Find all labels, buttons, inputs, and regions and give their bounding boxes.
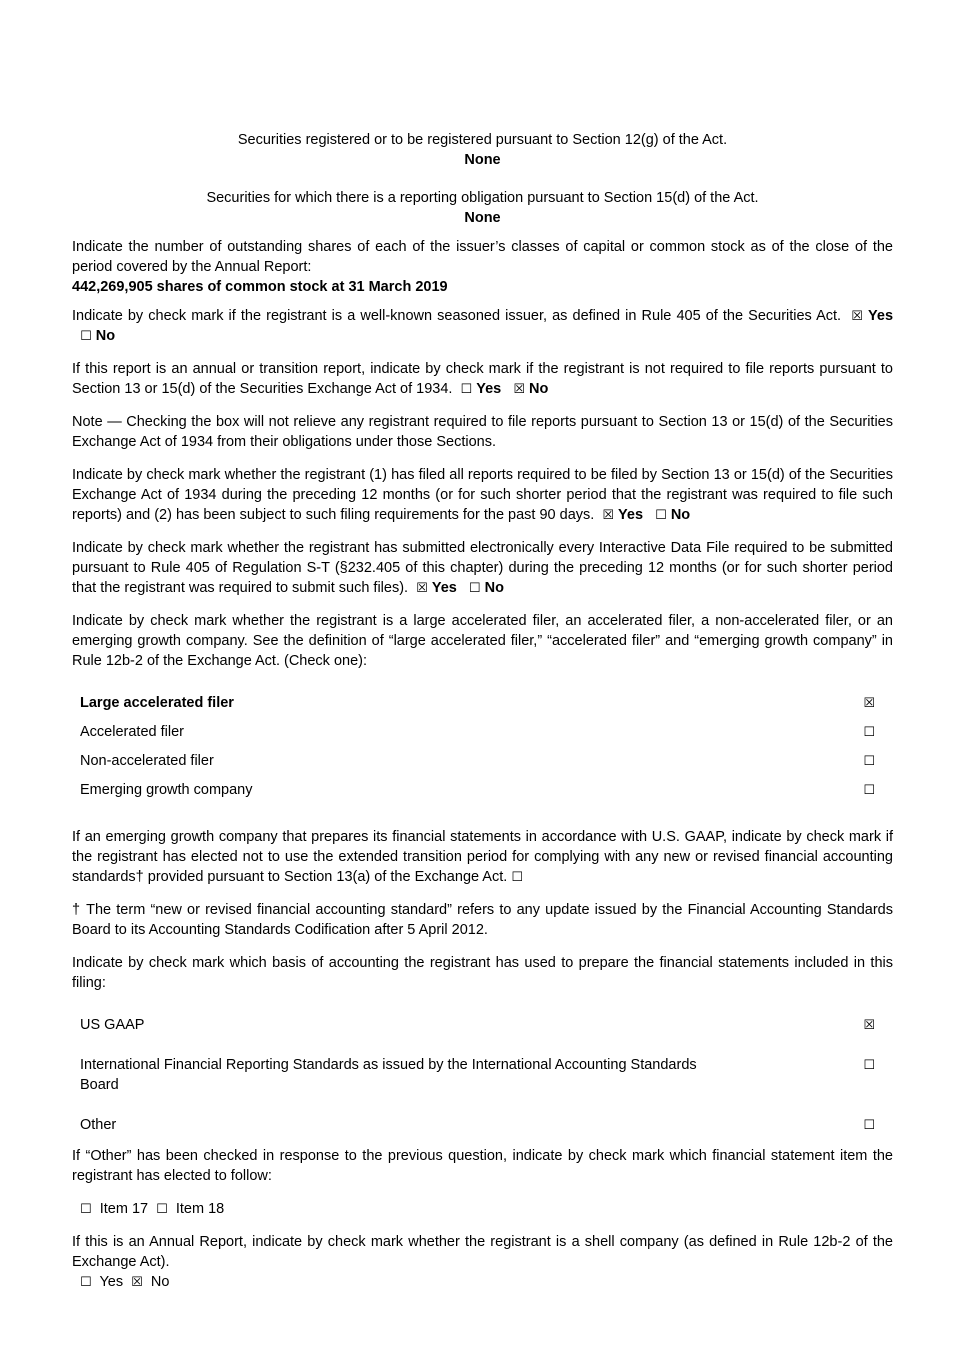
filed-reports-yes[interactable]	[598, 507, 643, 523]
filed-reports-no-label: No	[670, 507, 691, 523]
checkbox-checked-icon[interactable]: ☒	[602, 508, 615, 523]
basis-option-label: Other	[80, 1117, 117, 1133]
outstanding-shares-intro: Indicate the number of outstanding shares of each of the issuer’s classes of capital or common stock as of the close of the period covered by the Annual Report:	[72, 239, 893, 275]
seasoned-issuer-no-label: No	[95, 328, 116, 344]
seasoned-issuer-yes[interactable]	[846, 308, 893, 324]
question-seasoned-issuer	[72, 306, 893, 346]
checkbox-empty-icon[interactable]: ☐	[655, 508, 667, 523]
checkbox-empty-icon[interactable]: ☐	[511, 870, 523, 885]
checkbox-empty-icon[interactable]: ☐	[863, 1058, 875, 1073]
not-required-no-label: No	[529, 381, 549, 397]
question-not-required-to-file	[72, 359, 893, 399]
spacer	[72, 297, 893, 306]
checkbox-empty-icon[interactable]: ☐	[80, 329, 92, 344]
checkbox-checked-icon[interactable]: ☒	[863, 1018, 875, 1033]
basis-option-ifrs[interactable]	[72, 1055, 893, 1095]
checkbox-empty-icon[interactable]: ☐	[863, 725, 875, 740]
seasoned-issuer-no[interactable]	[72, 328, 115, 344]
not-required-yes-label: Yes	[476, 381, 502, 397]
checkbox-empty-icon[interactable]: ☐	[863, 754, 875, 769]
checkbox-checked-icon[interactable]: ☒	[863, 696, 875, 711]
checkbox-empty-icon[interactable]: ☐	[863, 1118, 875, 1133]
checkbox-empty-icon[interactable]: ☐	[460, 382, 473, 397]
not-required-no[interactable]	[505, 381, 548, 397]
spacer	[72, 228, 893, 237]
shell-company-choices	[72, 1272, 893, 1292]
question-other-item: If “Other” has been checked in response to the previous question, indicate by check mark which financial statement item the registrant has elected to follow:	[72, 1148, 893, 1184]
checkbox-empty-icon[interactable]: ☐	[468, 581, 481, 596]
filer-option-label: Emerging growth company	[80, 782, 253, 798]
filed-reports-no[interactable]	[647, 507, 690, 523]
checkbox-checked-icon[interactable]: ☒	[131, 1275, 143, 1290]
basis-option-other[interactable]	[72, 1115, 893, 1135]
interactive-data-no-label: No	[484, 580, 504, 596]
interactive-data-no[interactable]	[461, 580, 504, 596]
checkbox-empty-icon[interactable]: ☐	[80, 1202, 92, 1217]
not-required-yes[interactable]	[457, 381, 502, 397]
outstanding-shares-value: 442,269,905 shares of common stock at 31 March 2019	[72, 279, 448, 295]
basis-option-label: International Financial Reporting Standards as issued by the International Accounting Standards Board	[80, 1057, 697, 1093]
spacer	[72, 1006, 893, 1015]
spacer	[72, 170, 893, 188]
basis-option-label: US GAAP	[80, 1017, 145, 1033]
seasoned-issuer-yes-label: Yes	[868, 308, 894, 324]
filer-option-accelerated[interactable]	[72, 722, 893, 742]
securities-15d-line: Securities for which there is a reporting obligation pursuant to Section 15(d) of the Act.	[206, 190, 759, 206]
filer-option-label: Large accelerated filer	[80, 695, 234, 711]
question-interactive-data	[72, 538, 893, 598]
note-paragraph: Note — Checking the box will not relieve any registrant required to file reports pursuant to Section 13 or 15(d) of the Securities Exchange Act of 1934 from their obligations under those Sections.	[72, 414, 893, 450]
checkbox-checked-icon[interactable]: ☒	[416, 581, 428, 596]
securities-15d-value: None	[464, 210, 501, 226]
filer-option-non-accelerated[interactable]	[72, 751, 893, 771]
basis-option-us-gaap[interactable]	[72, 1015, 893, 1035]
basis-of-accounting-intro: Indicate by check mark which basis of accounting the registrant has used to prepare the financial statements included in this filing:	[72, 955, 893, 991]
filer-option-large-accelerated[interactable]	[72, 693, 893, 713]
interactive-data-yes-label: Yes	[431, 580, 457, 596]
securities-12g-line: Securities registered or to be registered pursuant to Section 12(g) of the Act.	[237, 132, 728, 148]
interactive-data-yes[interactable]	[412, 580, 457, 596]
checkbox-checked-icon[interactable]: ☒	[513, 382, 525, 397]
securities-12g-value: None	[464, 152, 501, 168]
spacer	[72, 1046, 893, 1055]
checkbox-empty-icon[interactable]: ☐	[863, 783, 875, 798]
question-transition-period	[72, 827, 893, 887]
question-filed-reports	[72, 465, 893, 525]
filer-option-label: Accelerated filer	[80, 724, 184, 740]
footnote-dagger: † The term “new or revised financial accounting standard” refers to any update issued by the Financial Accounting Standards Board to its Accounting Standards Codification after 5 April 2012.	[72, 902, 893, 938]
shell-company-yes-label: Yes	[99, 1274, 124, 1290]
question-seasoned-issuer-text: Indicate by check mark if the registrant is a well-known seasoned issuer, as defined in Rule 405 of the Securities Act.	[72, 308, 842, 324]
spacer	[72, 684, 893, 693]
shell-company-no-label: No	[150, 1274, 170, 1290]
other-item-choices	[72, 1199, 893, 1219]
filer-status-intro: Indicate by check mark whether the registrant is a large accelerated filer, an accelerated filer, a non-accelerated filer, or an emerging growth company. See the definition of “large accelerated filer,” “accelerated filer” and “emerging growth company” in Rule 12b-2 of the Exchange Act. (Check one):	[72, 613, 893, 669]
question-shell-company: If this is an Annual Report, indicate by check mark whether the registrant is a shell company (as defined in Rule 12b-2 of the Exchange Act).	[72, 1234, 893, 1270]
question-transition-period-text: If an emerging growth company that prepares its financial statements in accordance with U.S. GAAP, indicate by check mark if the registrant has elected not to use the extended transition period for complying with any new or revised financial accounting standards† provided pursuant to Section 13(a) of the Exchange Act.	[72, 829, 893, 885]
filer-option-label: Non-accelerated filer	[80, 753, 214, 769]
item-18-label: Item 18	[175, 1201, 225, 1217]
checkbox-empty-icon[interactable]: ☐	[156, 1202, 168, 1217]
spacer	[72, 1106, 893, 1115]
question-interactive-data-text: Indicate by check mark whether the registrant has submitted electronically every Interactive Data File required to be submitted pursuant to Rule 405 of Regulation S-T (§232.405 of this chapter) during the preceding 12 months (or for such shorter period that the registrant was required to submit such files).	[72, 540, 893, 596]
question-filed-reports-text: Indicate by check mark whether the registrant (1) has filed all reports required to be filed by Section 13 or 15(d) of the Securities Exchange Act of 1934 during the preceding 12 months (or for such shorter period that the registrant was required to file such reports) and (2) has been subject to such filing requirements for the past 90 days.	[72, 467, 893, 523]
item-17-label: Item 17	[99, 1201, 149, 1217]
checkbox-empty-icon[interactable]: ☐	[80, 1275, 92, 1290]
filer-option-emerging-growth[interactable]	[72, 780, 893, 800]
question-not-required-text: If this report is an annual or transition report, indicate by check mark if the registrant is not required to file reports pursuant to Section 13 or 15(d) of the Securities Exchange Act of 1934.	[72, 361, 893, 397]
spacer	[72, 809, 893, 827]
checkbox-checked-icon[interactable]: ☒	[851, 309, 863, 324]
filed-reports-yes-label: Yes	[618, 507, 644, 523]
